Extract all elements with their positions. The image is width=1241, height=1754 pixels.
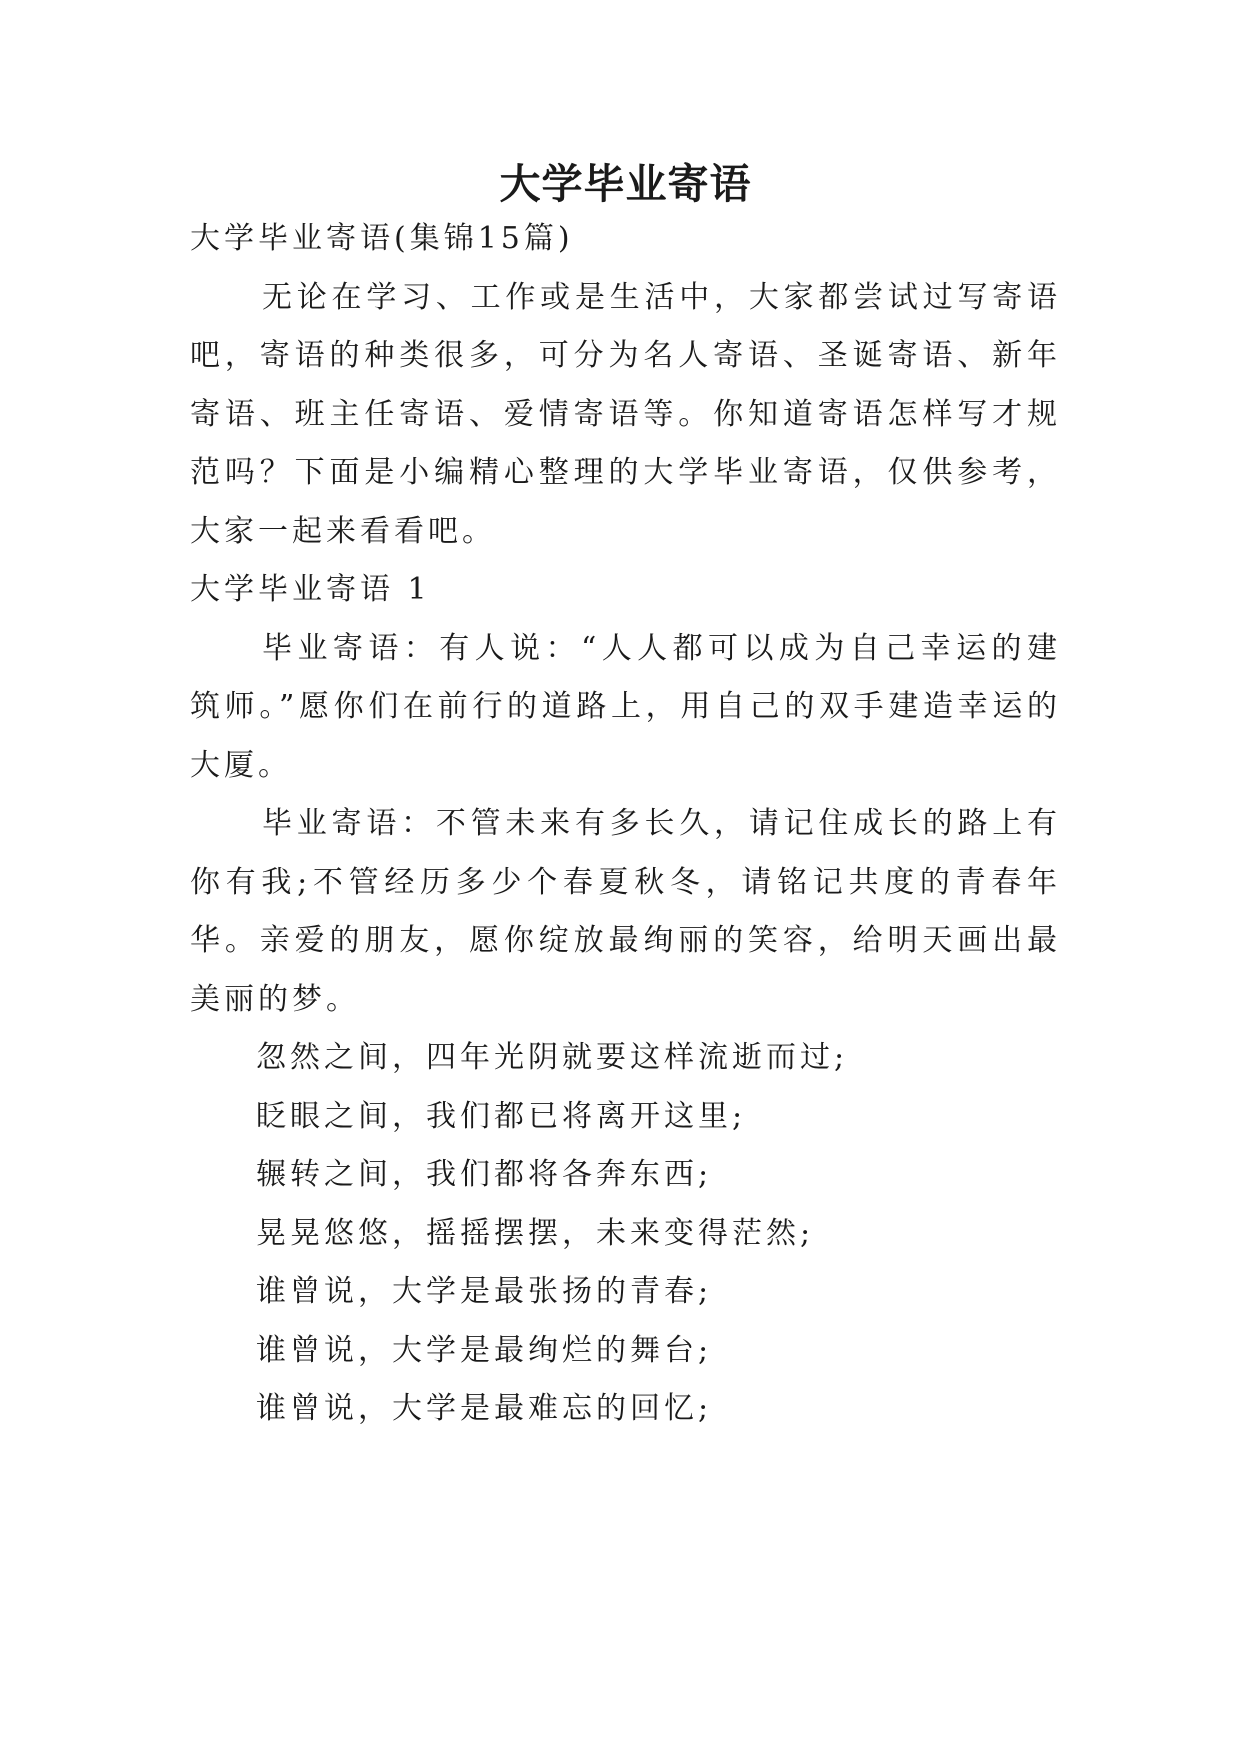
document-subtitle: 大学毕业寄语(集锦15篇) xyxy=(190,221,574,256)
poem-line: 忽然之间，四年光阴就要这样流逝而过; xyxy=(256,1040,849,1075)
poem-line: 眨眼之间，我们都已将离开这里; xyxy=(256,1098,747,1134)
poem-line: 辗转之间，我们都将各奔东西; xyxy=(256,1157,713,1192)
poem-line: 晃晃悠悠，摇摇摆摆，未来变得茫然; xyxy=(256,1215,815,1251)
paragraph: 毕业寄语：不管未来有多长久，请记住成长的路上有你有我;不管经历多少个春夏秋冬，请铭记共度的青春年华。亲爱的朋友，愿你绽放最绚丽的笑容，给明天画出最美丽的梦。 xyxy=(190,806,1061,1017)
document-title: 大学毕业寄语 xyxy=(499,160,752,208)
section-heading: 大学毕业寄语 1 xyxy=(190,572,431,607)
poem-line: 谁曾说，大学是最绚烂的舞台; xyxy=(256,1332,713,1368)
intro-paragraph: 无论在学习、工作或是生活中，大家都尝试过写寄语吧，寄语的种类很多，可分为名人寄语、圣诞寄语、新年寄语、班主任寄语、爱情寄语等。你知道寄语怎样写才规范吗？下面是小编精心整理的大学毕业寄语，仅供参考，大家一起来看看吧。 xyxy=(190,279,1061,549)
poem-line: 谁曾说，大学是最张扬的青春; xyxy=(256,1274,713,1309)
paragraph: 毕业寄语：有人说：“人人都可以成为自己幸运的建筑师。”愿你们在前行的道路上，用自己的双手建造幸运的大厦。 xyxy=(190,630,1061,783)
poem xyxy=(190,1029,1061,1439)
poem-line: 谁曾说，大学是最难忘的回忆; xyxy=(256,1391,713,1426)
